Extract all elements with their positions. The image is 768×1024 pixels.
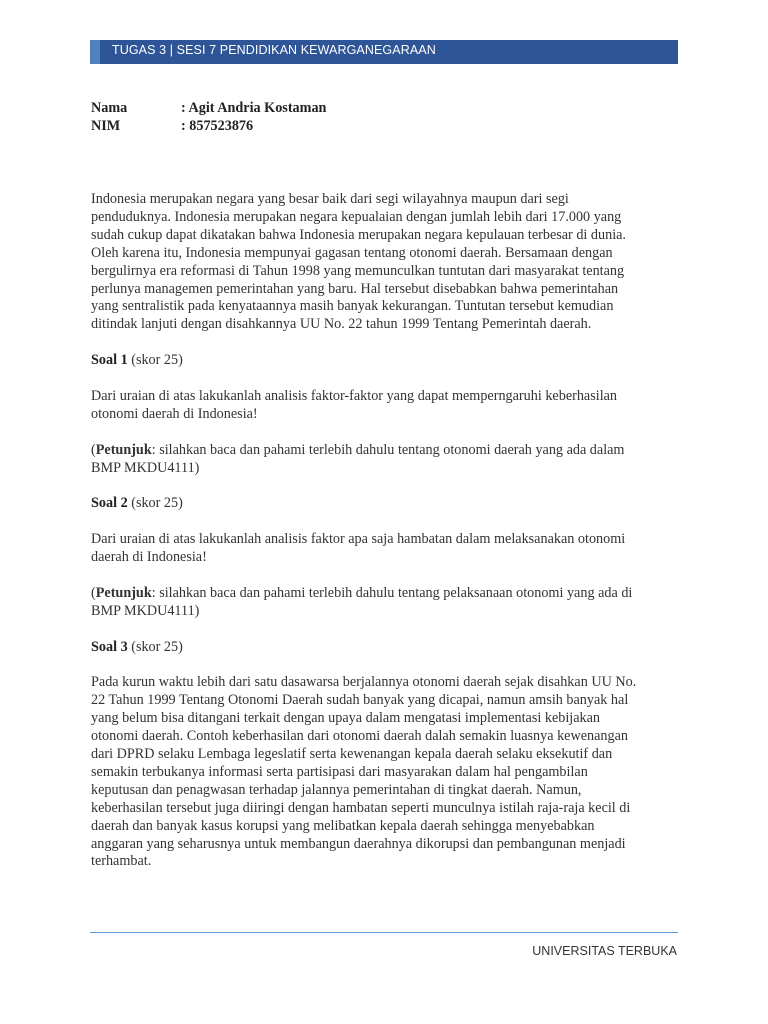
question-line: Dari uraian di atas lakukanlah analisis faktor apa saja hambatan dalam melaksanakan otonomi: [91, 531, 626, 548]
nim-value: : 857523876: [181, 118, 254, 134]
soal2-title: Soal 2: [91, 495, 128, 512]
body-line: keputusan dan penagwasan terhadap jalannya pemerintahan di tingkat daerah. Namun,: [91, 781, 582, 798]
body-line: semakin terbukanya informasi serta partisipasi dari masyarakan dalam hal pengambilan: [91, 763, 588, 780]
soal1-heading: [91, 352, 671, 370]
hint-text: : silahkan baca dan pahami terlebih dahulu tentang pelaksanaan otonomi yang ada di: [151, 584, 633, 601]
body-line: otonomi daerah. Contoh keberhasilan dari otonomi daerah dalah semakin luasnya kewenangan: [91, 728, 628, 745]
body-line: daerah dan banyak kasus korupsi yang melibatkan kepala daerah sehingga menyebabkan: [91, 817, 595, 834]
intro-line: ditindak lanjuti dengan disahkannya UU No. 22 tahun 1999 Tentang Pemerintah daerah.: [91, 316, 592, 333]
question-line: daerah di Indonesia!: [91, 549, 207, 566]
header-title: TUGAS 3 | SESI 7 PENDIDIKAN KEWARGANEGARAAN: [112, 43, 436, 57]
intro-line: perlunya managemen pemerintahan yang baru. Hal tersebut disebabkan bahwa pemerintahan: [91, 280, 619, 297]
footer-divider: [90, 932, 678, 933]
body-line: dari DPRD selaku Lembaga legeslatif serta kewenangan kepala daerah selaku eksekutif dan: [91, 745, 613, 762]
header-accent: [90, 40, 100, 64]
soal3-body: [91, 674, 671, 871]
body-line: anggaran yang seharusnya untuk membangun daerahnya dikorupsi dan pembangunan menjadi: [91, 835, 626, 852]
soal2-heading: [91, 495, 671, 513]
body-line: keberhasilan tersebut juga diiringi dengan hambatan seperti munculnya istilah raja-raja kecil di: [91, 799, 631, 816]
hint-open: (: [91, 584, 96, 601]
soal3-score: (skor 25): [127, 638, 183, 655]
soal2-hint: [91, 585, 671, 621]
intro-line: Indonesia merupakan negara yang besar baik dari segi wilayahnya maupun dari segi: [91, 191, 569, 207]
intro-line: yang sentralistik pada kenyataannya masih banyak kekurangan. Tuntutan tersebut kemudian: [91, 298, 614, 315]
hint-open: (: [91, 441, 96, 458]
hint-text: : silahkan baca dan pahami terlebih dahulu tentang otonomi daerah yang ada dalam: [151, 441, 625, 458]
intro-line: penduduknya. Indonesia merupakan negara kepualaian dengan jumlah lebih dari 17.000 yang: [91, 208, 622, 225]
hint-line: [91, 585, 671, 603]
intro-line: Oleh karena itu, Indonesia mempunyai gagasan tentang otonomi daerah. Bersamaan dengan: [91, 244, 613, 261]
soal1-title: Soal 1: [91, 352, 128, 369]
intro-line: sudah cukup dapat dikatakan bahwa Indonesia merupakan negara kepulauan terbesar di dunia.: [91, 226, 626, 243]
soal3-heading: [91, 639, 671, 657]
body-line: yang belum bisa ditangani terkait dengan upaya dalam mengatasi implementasi kebijakan: [91, 710, 601, 727]
intro-line: bergulirnya era reformasi di Tahun 1998 yang memunculkan tuntutan dari masyarakat tentang: [91, 262, 625, 279]
soal1-hint: [91, 442, 671, 478]
body-line: Pada kurun waktu lebih dari satu dasawarsa berjalannya otonomi daerah sejak disahkan UU No.: [91, 674, 637, 691]
soal2-score: (skor 25): [127, 495, 183, 512]
intro-paragraph: [91, 191, 671, 334]
hint-label: Petunjuk: [95, 584, 152, 601]
hint-line: BMP MKDU4111): [91, 602, 200, 619]
body-line: 22 Tahun 1999 Tentang Otonomi Daerah sudah banyak yang dicapai, namun amsih banyak hal: [91, 692, 629, 709]
name-row: [91, 100, 326, 117]
question-line: Dari uraian di atas lakukanlah analisis faktor-faktor yang dapat memperngaruhi keberhasilan: [91, 387, 618, 404]
question-line: otonomi daerah di Indonesia!: [91, 405, 258, 422]
soal1-score: (skor 25): [127, 352, 183, 369]
nim-label: NIM: [91, 118, 121, 134]
document-body: [91, 191, 671, 871]
nim-row: [91, 118, 253, 135]
footer-university: UNIVERSITAS TERBUKA: [532, 944, 677, 958]
soal3-title: Soal 3: [91, 638, 128, 655]
soal2-question: [91, 531, 671, 567]
soal1-question: [91, 388, 671, 424]
hint-line: BMP MKDU4111): [91, 459, 200, 476]
hint-label: Petunjuk: [95, 441, 152, 458]
name-label: Nama: [91, 100, 128, 116]
body-line: terhambat.: [91, 853, 152, 870]
name-value: : Agit Andria Kostaman: [181, 100, 327, 116]
hint-line: [91, 442, 671, 460]
